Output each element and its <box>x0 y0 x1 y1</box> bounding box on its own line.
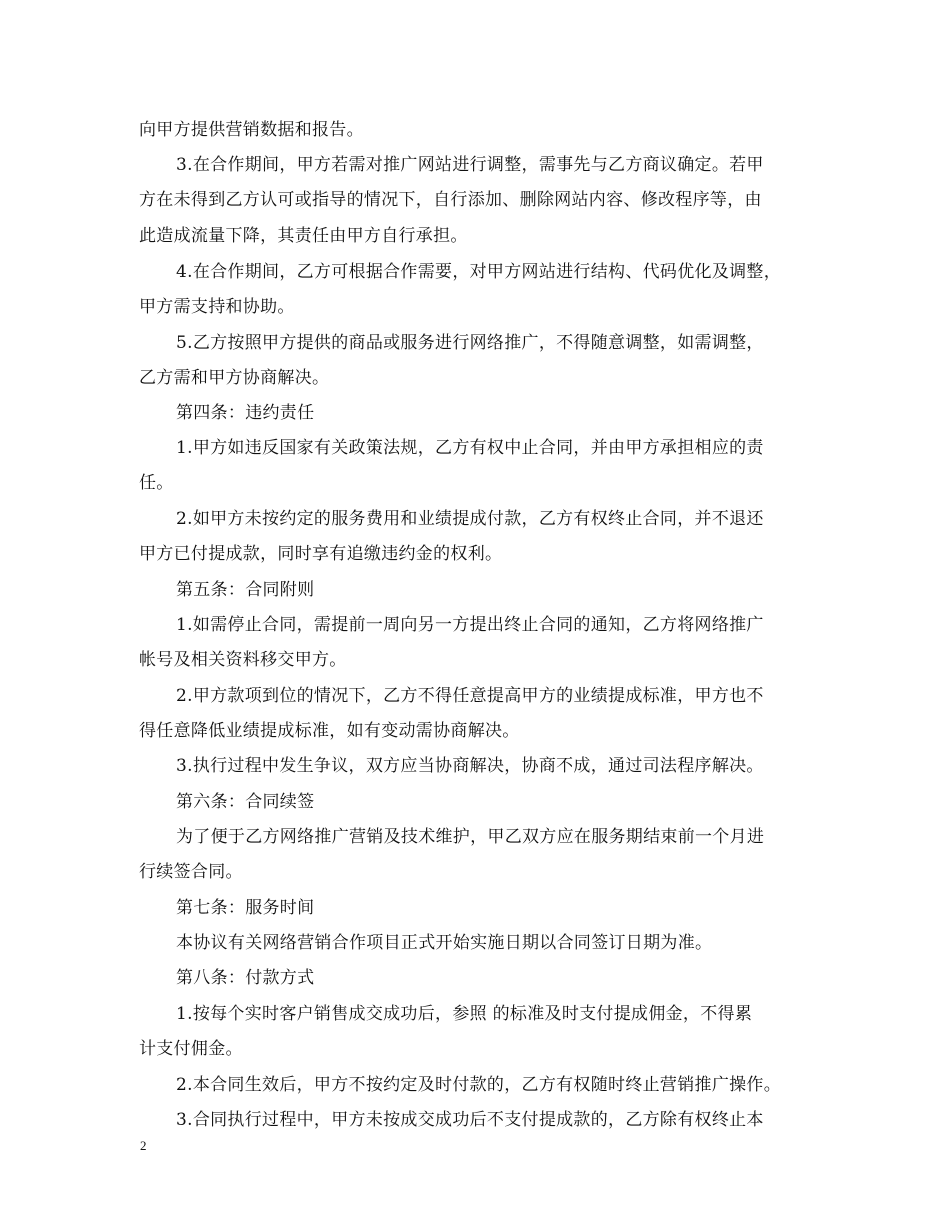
text-line: 2.如甲方未按约定的服务费用和业绩提成付款，乙方有权终止合同，并不退还 <box>176 509 764 529</box>
text-line: 此造成流量下降，其责任由甲方自行承担。 <box>139 226 468 246</box>
text-line: 3.执行过程中发生争议，双方应当协商解决，协商不成，通过司法程序解决。 <box>176 756 764 776</box>
text-line: 1.如需停止合同，需提前一周向另一方提出终止合同的通知，乙方将网络推广 <box>176 615 764 635</box>
text-line: 得任意降低业绩提成标准，如有变动需协商解决。 <box>139 721 520 741</box>
text-line: 方在未得到乙方认可或指导的情况下，自行添加、删除网站内容、修改程序等，由 <box>139 190 762 210</box>
section-heading: 第五条：合同附则 <box>176 580 315 600</box>
text-line: 2.甲方款项到位的情况下，乙方不得任意提高甲方的业绩提成标准，甲方也不 <box>176 686 764 706</box>
section-heading: 第四条：违约责任 <box>176 403 315 423</box>
section-heading: 第六条：合同续签 <box>176 792 315 812</box>
text-line: 3.合同执行过程中，甲方未按成交成功后不支付提成款的，乙方除有权终止本 <box>176 1110 764 1130</box>
text-line: 1.甲方如违反国家有关政策法规，乙方有权中止合同，并由甲方承担相应的责 <box>176 438 764 458</box>
text-line: 1.按每个实时客户销售成交成功后，参照 的标准及时支付提成佣金，不得累 <box>176 1004 753 1024</box>
page-number: 2 <box>140 1138 147 1153</box>
text-line: 帐号及相关资料移交甲方。 <box>139 650 347 670</box>
text-line: 4.在合作期间，乙方可根据合作需要，对甲方网站进行结构、代码优化及调整， <box>176 262 782 282</box>
text-line: 任。 <box>139 473 174 493</box>
text-line: 3.在合作期间，甲方若需对推广网站进行调整，需事先与乙方商议确定。若甲 <box>176 155 764 175</box>
text-line: 2.本合同生效后，甲方不按约定及时付款的，乙方有权随时终止营销推广操作。 <box>176 1075 782 1095</box>
section-heading: 第八条：付款方式 <box>176 968 315 988</box>
text-line: 甲方需支持和协助。 <box>139 297 295 317</box>
section-heading: 第七条：服务时间 <box>176 898 315 918</box>
text-line: 甲方已付提成款，同时享有追缴违约金的权利。 <box>139 544 503 564</box>
text-line: 行续签合同。 <box>139 862 243 882</box>
text-line: 乙方需和甲方协商解决。 <box>139 368 330 388</box>
text-line: 本协议有关网络营销合作项目正式开始实施日期以合同签订日期为准。 <box>176 933 713 953</box>
text-line: 计支付佣金。 <box>139 1039 243 1059</box>
text-line: 为了便于乙方网络推广营销及技术维护，甲乙双方应在服务期结束前一个月进 <box>176 827 765 847</box>
text-line: 5.乙方按照甲方提供的商品或服务进行网络推广，不得随意调整，如需调整， <box>176 333 764 353</box>
text-line: 向甲方提供营销数据和报告。 <box>139 120 364 140</box>
